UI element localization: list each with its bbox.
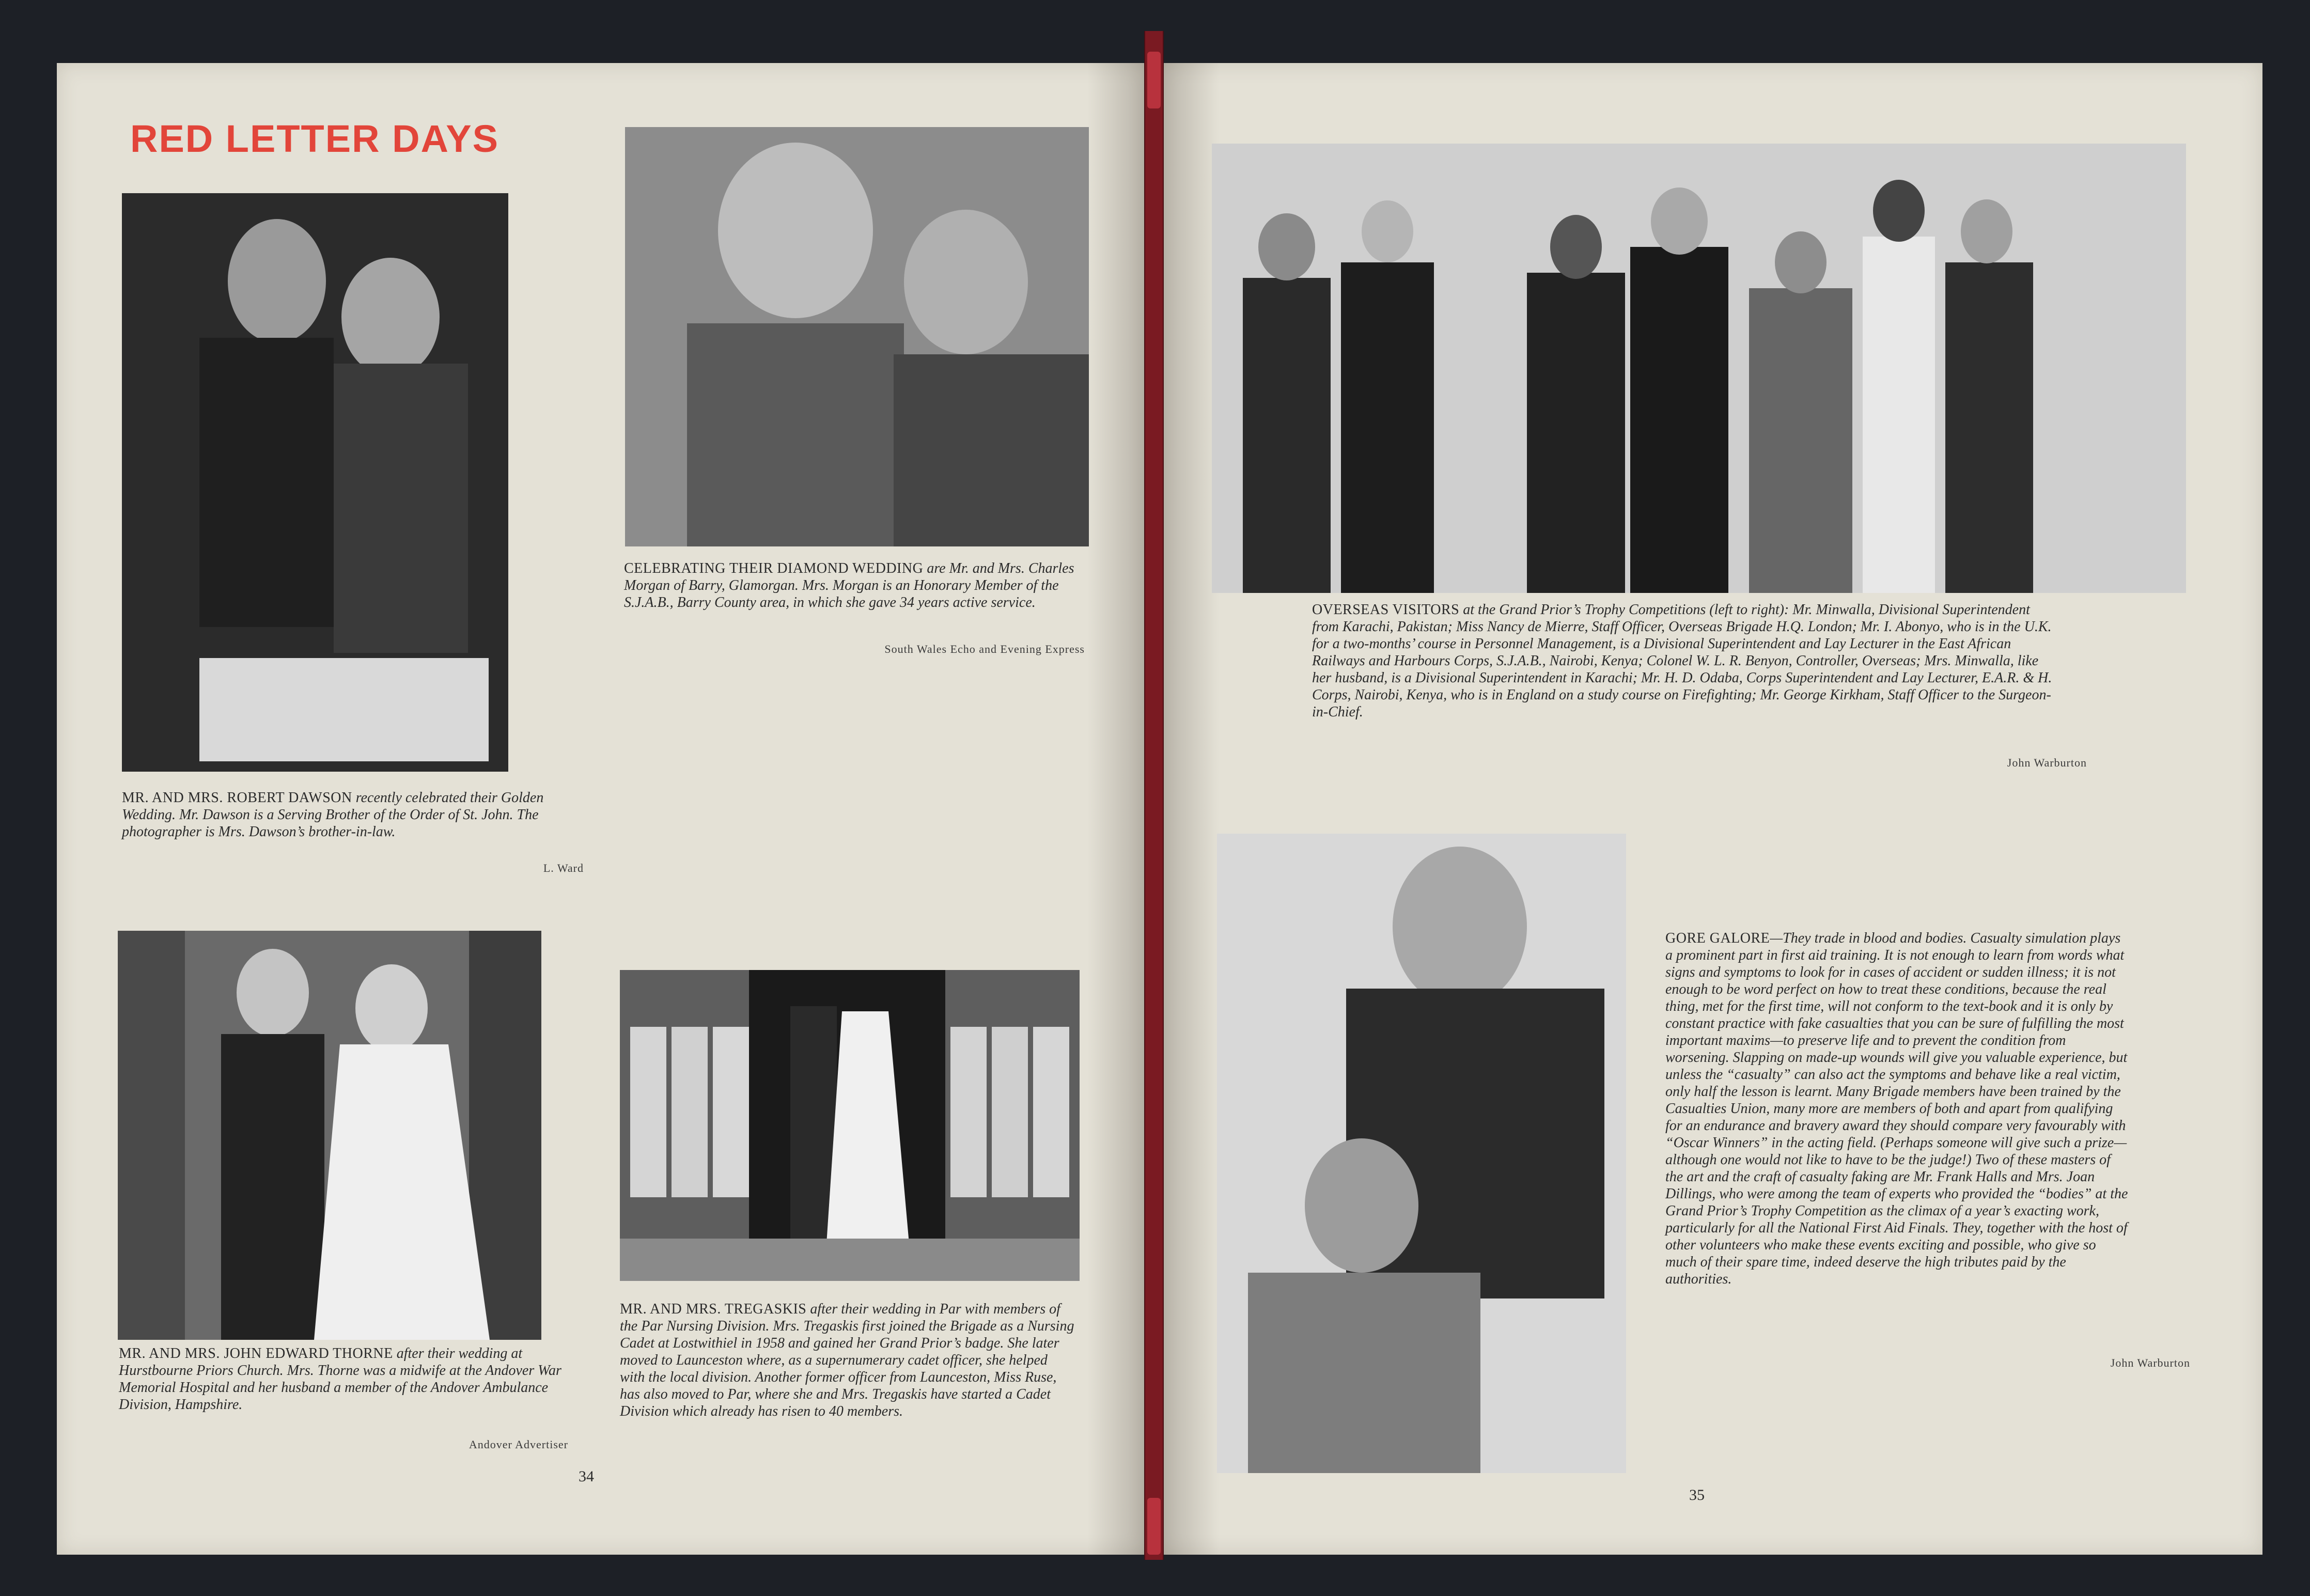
photo-overseas-image (1212, 144, 2186, 593)
caption-morgan-lead: CELEBRATING THEIR DIAMOND WEDDING (624, 560, 924, 576)
photo-gore-galore (1217, 834, 1626, 1473)
spine-thread (1147, 52, 1161, 108)
caption-gore-lead: GORE GALORE (1665, 930, 1770, 946)
caption-tregaskis-lead: MR. AND MRS. TREGASKIS (620, 1301, 807, 1317)
caption-overseas-body: at the Grand Prior’s Trophy Competitions (left to right): Mr. Minwalla, Divisional Superintendent from Karachi, Pakistan; Miss Nancy de Mierre, Staff Officer, Overseas Brigade H.Q. London; Mr. I. Abonyo, who is in the U.K. for a two-months’ course in Personnel Management, is a Divisional Superintendent and Lay Lecturer in the East African Railways and Harbours Corps, S.J.A.B., Nairobi, Kenya; Colonel W. L. R. Benyon, Controller, Overseas; Mrs. Minwalla, like her husband, is a Divisional Superintendent in Karachi; Mr. H. D. Odaba, Corps Superintendent and Lay Lecturer, E.A.R. & H. Corps, Nairobi, Kenya, who is in England on a study course on Firefighting; Mr. George Kirkham, Staff Officer to the Surgeon-in-Chief. (1312, 602, 2052, 720)
caption-thorne-lead: MR. AND MRS. JOHN EDWARD THORNE (119, 1345, 393, 1362)
caption-dawson-lead: MR. AND MRS. ROBERT DAWSON (122, 790, 352, 806)
page-headline: RED LETTER DAYS (130, 117, 499, 160)
caption-tregaskis (620, 1301, 1074, 1420)
photo-thorne-image (118, 931, 541, 1340)
photo-overseas-visitors (1212, 144, 2186, 593)
photo-thorne (118, 931, 541, 1340)
page-number-left: 34 (579, 1468, 594, 1485)
photo-gore-image (1217, 834, 1626, 1473)
caption-dawson (122, 789, 582, 840)
photo-tregaskis-image (620, 970, 1080, 1281)
caption-morgan-body: are Mr. and Mrs. Charles Morgan of Barry, Glamorgan. Mrs. Morgan is an Honorary Member of the S.J.A.B., Barry County area, in which she gave 34 years active service. (624, 560, 1074, 611)
photo-dawson (122, 193, 508, 772)
credit-thorne: Andover Advertiser (469, 1438, 568, 1451)
caption-gore-body: —They trade in blood and bodies. Casualty simulation plays a prominent part in first aid training. It is not enough to learn from words what signs and symptoms to look for in cases of accident or sudden illness; it is not enough to be word perfect on how to treat these conditions, because the real thing, met for the first time, will not conform to the text-book and it is only by constant practice with fake casualties that you can be sure of fulfilling the most important maxims—to preserve life and to prevent the condition from worsening. Slapping on made-up wounds will give you valuable experience, but unless the “casualty” can also act the symptoms and behave like a real victim, only half the lesson is learnt. Many Brigade members have been trained by the Casualties Union, many more are members of both and apart from qualifying for an endurance and bravery award they should compare very favourably with “Oscar Winners” in the acting field. (Perhaps someone will give such a prize—although one would not like to have to be the judge!) Two of these masters of the art and the craft of casualty faking are Mr. Frank Halls and Mrs. Joan Dillings, who were among the team of experts who provided the “bodies” at the Grand Prior’s Trophy Competition as the climax of a year’s exacting work, particularly for all the National First Aid Finals. They, together with the host of other volunteers who make these events exciting and possible, who give so much of their spare time, indeed deserve the high tributes paid by the authorities. (1665, 930, 2128, 1287)
gutter-shadow-left (1087, 63, 1149, 1555)
gutter-shadow-right (1157, 63, 1219, 1555)
spine-thread (1147, 1498, 1161, 1555)
caption-gore (1665, 930, 2130, 1288)
book-spine (1144, 31, 1164, 1560)
caption-tregaskis-body: after their wedding in Par with members of the Par Nursing Division. Mrs. Tregaskis first joined the Brigade as a Nursing Cadet at Lostwithiel in 1958 and gained her Grand Prior’s badge. She later moved to Launceston where, as a supernumerary cadet officer, she helped with the local division. Another former officer from Launceston, Miss Ruse, has also moved to Par, where she and Mrs. Tregaskis have started a Cadet Division which already has risen to 40 members. (620, 1301, 1074, 1419)
photo-tregaskis (620, 970, 1080, 1281)
photo-morgan (625, 127, 1089, 546)
credit-overseas: John Warburton (2007, 756, 2087, 769)
caption-overseas-lead: OVERSEAS VISITORS (1312, 602, 1460, 618)
caption-morgan (624, 560, 1089, 611)
caption-thorne-body: after their wedding at Hurstbourne Priors Church. Mrs. Thorne was a midwife at the Andover War Memorial Hospital and her husband a member of the Andover Ambulance Division, Hampshire. (119, 1345, 561, 1413)
credit-gore: John Warburton (2110, 1356, 2190, 1369)
caption-dawson-body: recently celebrated their Golden Wedding. Mr. Dawson is a Serving Brother of the Order of St. John. The photographer is Mrs. Dawson’s brother-in-law. (122, 790, 544, 840)
page-number-right: 35 (1689, 1487, 1705, 1504)
credit-dawson: L. Ward (543, 862, 584, 874)
credit-morgan: South Wales Echo and Evening Express (884, 643, 1085, 655)
caption-overseas (1312, 601, 2056, 721)
caption-thorne (119, 1345, 563, 1413)
photo-morgan-image (625, 127, 1089, 546)
photo-dawson-image (122, 193, 508, 772)
